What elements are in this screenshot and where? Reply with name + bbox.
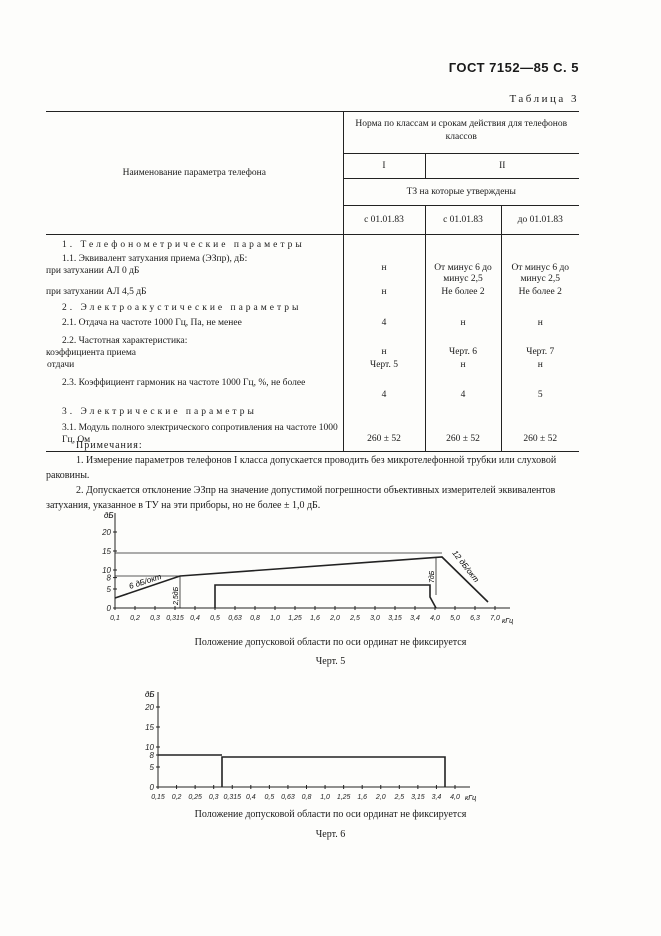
tolerance-region xyxy=(222,757,445,787)
x-tick-label: 0,315 xyxy=(223,794,242,801)
x-tick-label: 4,0 xyxy=(430,615,440,622)
cell: Черт. 6 xyxy=(425,329,501,359)
parameters-table xyxy=(46,111,579,452)
annotation-2-5db: 2,5дБ xyxy=(173,586,180,605)
y-tick-label: 0 xyxy=(106,604,111,613)
annotation-6db-oct: 6 дБ/окт xyxy=(127,571,163,591)
chart-5-caption: Положение допусковой области по оси ординат не фиксируется xyxy=(194,637,467,648)
cell: н xyxy=(501,359,579,371)
x-tick-label: 0,1 xyxy=(110,615,120,622)
table-row xyxy=(46,313,579,329)
table-row xyxy=(46,401,579,417)
x-tick-label: 0,4 xyxy=(245,794,256,801)
x-tick-label: 7,0 xyxy=(490,615,500,622)
class-2-header: II xyxy=(425,154,579,179)
table-row xyxy=(46,250,579,286)
x-tick-label: 3,15 xyxy=(411,794,425,801)
cell: н xyxy=(343,329,425,359)
table-row xyxy=(46,286,579,298)
annotation-12db-oct: 12 дБ/окт xyxy=(450,548,481,585)
cell: От минус 6 до минус 2,5 xyxy=(501,250,579,286)
cell: Не более 2 xyxy=(425,286,501,298)
chart-6-title: Черт. 6 xyxy=(315,829,346,840)
col-header-norm: Норма по классам и срокам действия для телефонов классов xyxy=(343,112,579,154)
date-header: с 01.01.83 xyxy=(425,206,501,235)
x-tick-label: 2,5 xyxy=(394,794,405,801)
section-title: 1. Телефонометрические параметры xyxy=(62,240,305,250)
y-tick-label: 5 xyxy=(106,585,111,594)
chart-5-title: Черт. 5 xyxy=(315,656,346,667)
x-tick-label: 0,2 xyxy=(171,794,182,801)
y-tick-label: 20 xyxy=(102,528,111,537)
cell: Черт. 7 xyxy=(501,329,579,359)
section-title: 3. Электрические параметры xyxy=(62,407,257,417)
x-tick-label: 1,6 xyxy=(357,794,368,801)
y-tick-label: 15 xyxy=(145,723,154,732)
y-tick-label: 15 xyxy=(102,547,111,556)
row-label: отдачи xyxy=(47,360,75,370)
x-tick-label: 2,0 xyxy=(330,615,340,622)
cell: 4 xyxy=(425,371,501,401)
y-tick-label: 10 xyxy=(102,566,111,575)
x-tick-label: 3,4 xyxy=(410,615,420,622)
cell: 4 xyxy=(343,371,425,401)
row-label: 3.1. Модуль полного электрического сопротивления на частоте 1000 Гц, Ом xyxy=(62,423,338,445)
table-row xyxy=(46,298,579,313)
x-tick-label: 0,3 xyxy=(208,794,219,801)
row-label: при затухании АЛ 4,5 дБ xyxy=(46,287,147,297)
table-row xyxy=(46,359,579,371)
chart-5 xyxy=(90,505,530,635)
row-label: 1.1. Эквивалент затухания приема (ЭЗпр), дБ: xyxy=(62,254,248,264)
x-tick-label: 0,25 xyxy=(188,794,202,801)
lower-limit-line xyxy=(215,585,436,608)
x-tick-label: 0,3 xyxy=(150,615,160,622)
cell: 4 xyxy=(343,313,425,329)
x-tick-label: 4,0 xyxy=(450,794,460,801)
table-row xyxy=(46,329,579,359)
class-1-header: I xyxy=(343,154,425,179)
x-tick-label: 0,315 xyxy=(166,615,184,622)
x-tick-label: 0,4 xyxy=(190,615,200,622)
x-tick-label: 1,25 xyxy=(288,615,302,622)
y-unit: дБ xyxy=(145,690,155,699)
x-tick-label: 0,15 xyxy=(151,794,165,801)
date-header: до 01.01.83 xyxy=(501,206,579,235)
notes xyxy=(46,438,579,513)
table-caption: Таблица 3 xyxy=(509,93,579,105)
cell: Не более 2 xyxy=(501,286,579,298)
chart-6 xyxy=(135,684,495,802)
y-tick-label: 20 xyxy=(145,703,154,712)
cell: Черт. 5 xyxy=(343,359,425,371)
table-row xyxy=(46,235,579,251)
x-tick-label: 1,6 xyxy=(310,615,320,622)
y-tick-label: 5 xyxy=(149,763,154,772)
y-unit: дБ xyxy=(104,511,114,520)
x-tick-label: 0,5 xyxy=(210,615,220,622)
y-tick-label: 0 xyxy=(149,783,154,792)
x-tick-label: 3,0 xyxy=(370,615,380,622)
x-tick-label: 3,15 xyxy=(388,615,402,622)
y-tick-label: 10 xyxy=(145,743,154,752)
date-header: с 01.01.83 xyxy=(343,206,425,235)
x-tick-label: 2,5 xyxy=(350,615,360,622)
row-label: при затухании АЛ 0 дБ xyxy=(46,266,140,276)
x-tick-label: 0,2 xyxy=(130,615,140,622)
y-tick-label: 8 xyxy=(149,751,154,760)
x-tick-label: 5,0 xyxy=(450,615,460,622)
table-row xyxy=(46,371,579,401)
x-tick-label: 1,25 xyxy=(336,794,351,801)
row-label: 2.2. Частотная характеристика: xyxy=(62,336,188,346)
cell: 260 ± 52 xyxy=(425,417,501,452)
notes-title: Примечания: xyxy=(76,440,143,451)
col-header-param: Наименование параметра телефона xyxy=(46,112,343,235)
x-unit: кГц xyxy=(502,618,514,625)
x-tick-label: 1,0 xyxy=(320,794,330,801)
row-label: 2.1. Отдача на частоте 1000 Гц, Па, не менее xyxy=(62,318,242,328)
x-tick-label: 1,0 xyxy=(270,615,280,622)
x-tick-label: 6,3 xyxy=(470,615,480,622)
row-label: 2.3. Коэффициент гармоник на частоте 1000 Гц, %, не более xyxy=(62,378,306,388)
x-tick-label: 0,8 xyxy=(250,615,260,622)
cell: н xyxy=(343,286,425,298)
y-tick-label: 8 xyxy=(106,573,111,583)
cell: 260 ± 52 xyxy=(501,417,579,452)
page-header: ГОСТ 7152—85 С. 5 xyxy=(448,60,579,75)
cell: н xyxy=(425,313,501,329)
chart-6-caption: Положение допусковой области по оси ординат не фиксируется xyxy=(194,809,467,820)
x-tick-label: 0,63 xyxy=(281,794,295,801)
cell: 260 ± 52 xyxy=(343,417,425,452)
cell: н xyxy=(425,359,501,371)
row-label: коэффициента приема xyxy=(46,348,136,358)
note-2: 2. Допускается отклонение ЭЗпр на значение допустимой погрешности объективных измерителей эквивалентов затухания, указанное в ТУ на эти приборы, но не более ± 1,0 дБ. xyxy=(46,485,556,511)
cell: От минус 6 до минус 2,5 xyxy=(425,250,501,286)
section-title: 2. Электроакустические параметры xyxy=(62,303,302,313)
x-tick-label: 0,63 xyxy=(228,615,242,622)
x-unit: кГц xyxy=(465,795,477,802)
x-tick-label: 2,0 xyxy=(375,794,386,801)
x-tick-label: 0,5 xyxy=(264,794,275,801)
cell: н xyxy=(501,313,579,329)
cell: н xyxy=(343,250,425,286)
x-tick-label: 3,4 xyxy=(431,794,442,801)
note-1: 1. Измерение параметров телефонов I класса допускается проводить без микротелефонной трубки или слуховой раковины. xyxy=(46,455,557,481)
x-tick-label: 0,8 xyxy=(301,794,312,801)
cell: 5 xyxy=(501,371,579,401)
tz-header: ТЗ на которые утверждены xyxy=(343,179,579,206)
annotation-7db: 7дБ xyxy=(429,570,436,583)
